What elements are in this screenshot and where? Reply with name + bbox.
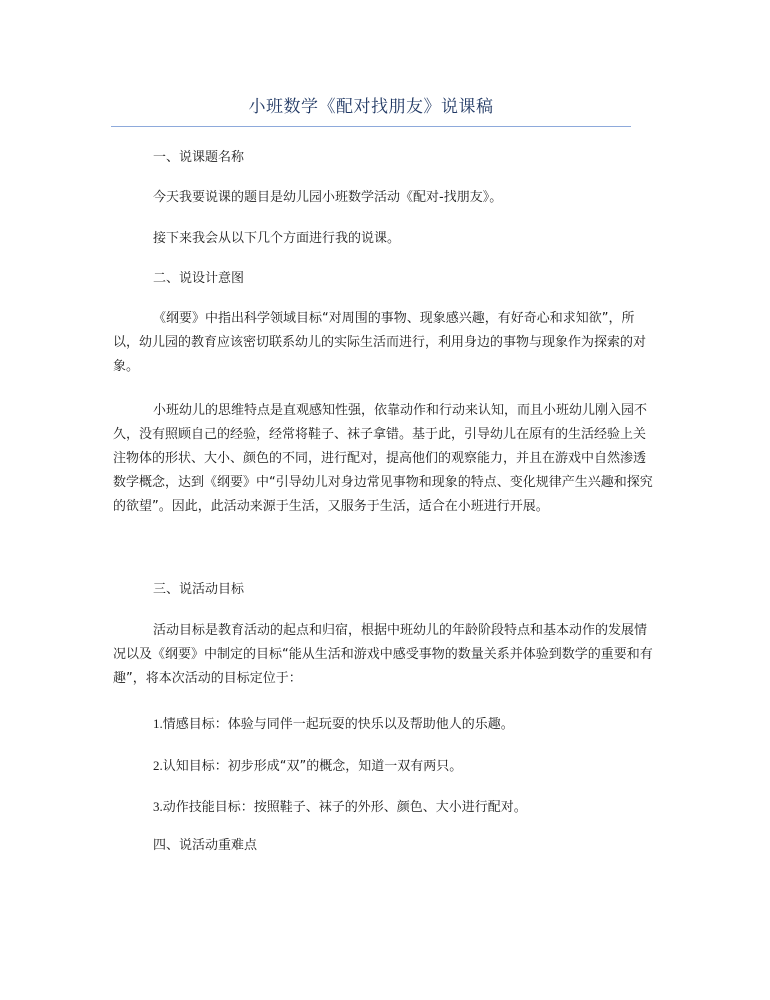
section-heading-2: 二、说设计意图 bbox=[153, 271, 245, 286]
section-heading-4: 四、说活动重难点 bbox=[153, 838, 258, 853]
section-heading-3: 三、说活动目标 bbox=[153, 582, 245, 597]
goal-text: 认知目标：初步形成“双”的概念，知道一双有两只。 bbox=[162, 759, 463, 774]
goal-item-cognitive bbox=[113, 754, 693, 779]
paragraph-design-intent-1: 《纲要》中指出科学领域目标“对周围的事物、现象感兴趣，有好奇心和求知欲”，所以，幼儿园的教育应该密切联系幼儿的实际生活而进行，利用身边的事物与现象作为探索的对象。 bbox=[113, 311, 647, 374]
goal-text: 动作技能目标：按照鞋子、袜子的外形、颜色、大小进行配对。 bbox=[162, 800, 527, 815]
goal-item-emotional bbox=[113, 712, 693, 737]
goal-number: 1. bbox=[153, 716, 163, 731]
goal-number: 3. bbox=[153, 799, 163, 814]
document-title: 小班数学《配对找朋友》说课稿 bbox=[248, 97, 494, 117]
goal-item-motor-skill bbox=[113, 795, 693, 820]
section-heading-1: 一、说课题名称 bbox=[153, 150, 245, 165]
paragraph-goals-intro: 活动目标是教育活动的起点和归宿，根据中班幼儿的年龄阶段特点和基本动作的发展情况以及《纲要》中制定的目标“能从生活和游戏中感受事物的数量关系并体验到数学的重要和有趣”，将本次活动的目标定位于： bbox=[113, 623, 653, 686]
title-underline bbox=[111, 126, 631, 127]
paragraph-outline: 接下来我会从以下几个方面进行我的说课。 bbox=[153, 231, 401, 246]
paragraph-topic: 今天我要说课的题目是幼儿园小班数学活动《配对-找朋友》。 bbox=[153, 190, 503, 205]
goal-number: 2. bbox=[153, 758, 163, 773]
paragraph-design-intent-2: 小班幼儿的思维特点是直观感知性强，依靠动作和行动来认知，而且小班幼儿刚入园不久，没有照顾自己的经验，经常将鞋子、袜子拿错。基于此，引导幼儿在原有的生活经验上关注物体的形状、大小、颜色的不同，进行配对，提高他们的观察能力，并且在游戏中自然渗透数学概念，达到《纲要》中“引导幼儿对身边常见事物和现象的特点、变化规律产生兴趣和探究的欲望”。因此，此活动来源于生活，又服务于生活，适合在小班进行开展。 bbox=[113, 403, 653, 514]
goal-text: 情感目标：体验与同伴一起玩耍的快乐以及帮助他人的乐趣。 bbox=[162, 717, 514, 732]
